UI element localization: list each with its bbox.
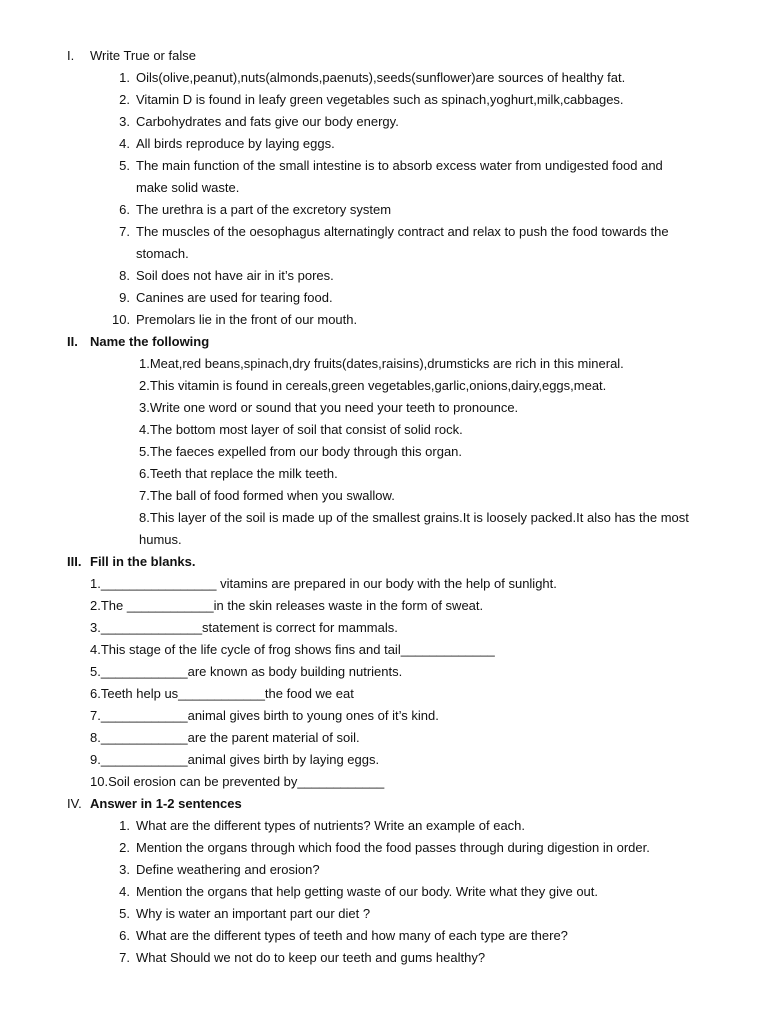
blank-question: 4.This stage of the life cycle of frog shows fins and tail_____________: [90, 642, 495, 657]
item-text: The muscles of the oesophagus alternatingly contract and relax to push the food towards the: [136, 224, 669, 239]
question-line: 8.This layer of the soil is made up of the smallest grains.It is loosely packed.It also has the most: [139, 510, 689, 525]
item-text: Carbohydrates and fats give our body energy.: [136, 114, 399, 129]
question-line: 2.This vitamin is found in cereals,green vegetables,garlic,onions,dairy,eggs,meat.: [139, 378, 607, 393]
item-text: Vitamin D is found in leafy green vegetables such as spinach,yoghurt,milk,cabbages.: [136, 92, 624, 107]
item-number: 5.: [119, 906, 130, 921]
item-number: 6.: [119, 202, 130, 217]
blank-question: 3.______________statement is correct for mammals.: [90, 620, 398, 635]
item-text: Premolars lie in the front of our mouth.: [136, 312, 358, 327]
item-number: 3.: [119, 862, 130, 877]
question-line: 5.The faeces expelled from our body through this organ.: [139, 444, 463, 459]
item-text: Why is water an important part our diet ?: [136, 906, 371, 921]
blank-question: 9.____________animal gives birth by laying eggs.: [90, 752, 380, 767]
item-number: 10.: [112, 312, 131, 327]
item-number: 4.: [119, 884, 130, 899]
item-number: 2.: [119, 92, 130, 107]
item-text: Mention the organs through which food the food passes through during digestion in order.: [136, 840, 650, 855]
item-text: The main function of the small intestine is to absorb excess water from undigested food and: [136, 158, 663, 173]
section-numeral: III.: [67, 554, 82, 569]
blank-question: 7.____________animal gives birth to young ones of it’s kind.: [90, 708, 439, 723]
item-text: What are the different types of nutrients? Write an example of each.: [136, 818, 526, 833]
item-number: 1.: [119, 70, 130, 85]
section-numeral: I.: [67, 48, 75, 63]
item-number: 2.: [119, 840, 130, 855]
question-line: 7.The ball of food formed when you swallow.: [139, 488, 395, 503]
question-line-continued: humus.: [139, 532, 182, 547]
item-number: 1.: [119, 818, 130, 833]
blank-question: 5.____________are known as body building nutrients.: [90, 664, 403, 679]
item-number: 7.: [119, 950, 130, 965]
item-text-continued: make solid waste.: [136, 180, 240, 195]
item-number: 3.: [119, 114, 130, 129]
item-text: Oils(olive,peanut),nuts(almonds,paenuts),seeds(sunflower)are sources of healthy fat.: [136, 70, 626, 85]
item-number: 7.: [119, 224, 130, 239]
question-line: 4.The bottom most layer of soil that consist of solid rock.: [139, 422, 463, 437]
blank-question: 2.The ____________in the skin releases waste in the form of sweat.: [90, 598, 484, 613]
section-title: Answer in 1-2 sentences: [90, 796, 242, 811]
question-line: 3.Write one word or sound that you need your teeth to pronounce.: [139, 400, 519, 415]
blank-question: 8.____________are the parent material of soil.: [90, 730, 360, 745]
section-title: Fill in the blanks.: [90, 554, 196, 569]
section-numeral: II.: [67, 334, 78, 349]
section-title: Name the following: [90, 334, 210, 349]
item-number: 4.: [119, 136, 130, 151]
question-line: 1.Meat,red beans,spinach,dry fruits(dates,raisins),drumsticks are rich in this mineral.: [139, 356, 624, 371]
item-text: All birds reproduce by laying eggs.: [136, 136, 335, 151]
section-title: Write True or false: [90, 48, 196, 63]
item-number: 6.: [119, 928, 130, 943]
item-text-continued: stomach.: [136, 246, 189, 261]
item-text: Mention the organs that help getting waste of our body. Write what they give out.: [136, 884, 599, 899]
blank-question: 10.Soil erosion can be prevented by____________: [90, 774, 385, 789]
item-text: Canines are used for tearing food.: [136, 290, 333, 305]
question-line: 6.Teeth that replace the milk teeth.: [139, 466, 338, 481]
item-text: Soil does not have air in it’s pores.: [136, 268, 334, 283]
item-text: What are the different types of teeth and how many of each type are there?: [136, 928, 568, 943]
item-text: The urethra is a part of the excretory system: [136, 202, 392, 217]
section-numeral: IV.: [67, 796, 82, 811]
item-number: 9.: [119, 290, 130, 305]
item-text: What Should we not do to keep our teeth and gums healthy?: [136, 950, 486, 965]
item-number: 5.: [119, 158, 130, 173]
blank-question: 6.Teeth help us____________the food we eat: [90, 686, 354, 701]
blank-question: 1.________________ vitamins are prepared in our body with the help of sunlight.: [90, 576, 557, 591]
item-number: 8.: [119, 268, 130, 283]
item-text: Define weathering and erosion?: [136, 862, 320, 877]
